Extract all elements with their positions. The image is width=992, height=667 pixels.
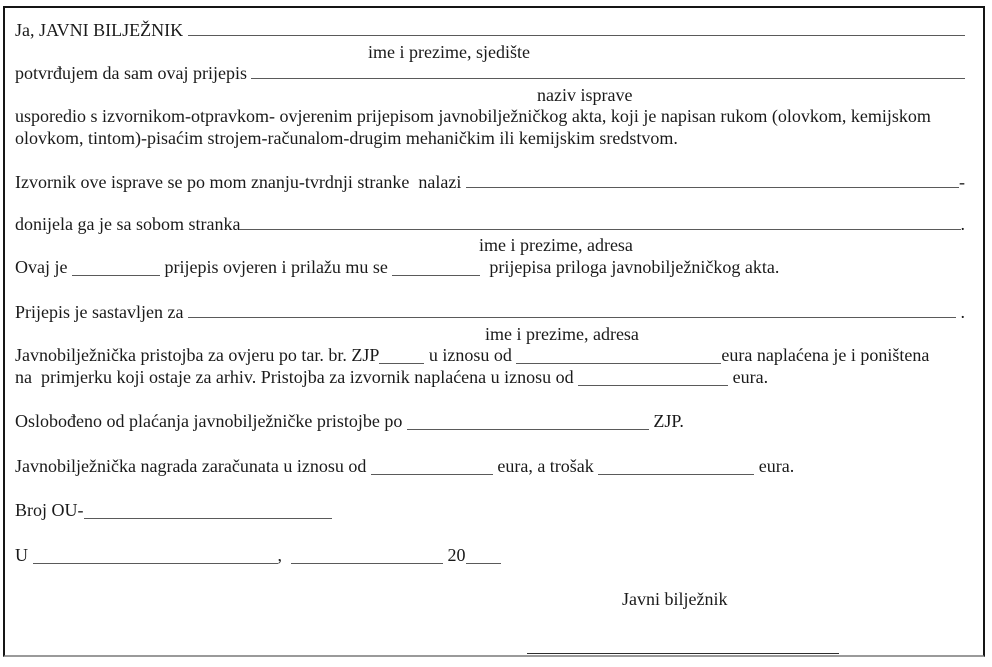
party-brought-text: donijela ga je sa sobom stranka [15,213,241,234]
field-party-name [240,228,960,230]
copy-certified-text-a: Ovaj je [15,256,72,277]
field-expense-amount [598,460,754,475]
line-certify-copy [15,63,965,85]
field-attachment-count [392,261,480,276]
party-brought-suffix: . [960,213,965,234]
notary-signature-label: Javni bilježnik [622,589,728,609]
line-copy-certified [15,257,965,279]
field-exemption-basis [407,415,649,430]
fee-text-b: u iznosu od [424,345,517,365]
line-party-brought [15,214,965,236]
copy-made-for-suffix: . [956,302,965,322]
field-copy-made-for [188,316,956,318]
fee-exemption-text: Oslobođeno od plaćanja javnobilježničke pristojbe po [15,411,407,431]
fee-text-c: eura naplaćena je i poništena [721,345,930,365]
caption-name-surname-address-2: ime i prezime, adresa [485,323,639,344]
line-fee-1 [15,345,965,367]
caption-document-name: naziv isprave [537,84,633,105]
field-year-suffix [466,549,501,564]
field-date [291,549,443,564]
field-tariff-number [379,349,424,364]
line-copy-made-for [15,302,965,324]
line-signature-label [622,589,965,611]
notary-reward-text-c: eura. [754,455,795,476]
line-caption-document-name [537,85,965,107]
copy-certified-text-c: prijepisa priloga javnobilježničkog akta. [480,256,780,277]
line-fee-exemption [15,411,965,433]
compared-text-1: usporedio s izvornikom-otpravkom- ovjerenim prijepisom javnobilježničkog akta, koji je napisan rukom (olovkom, kemijskom [15,106,931,126]
line-caption-name-seat [368,42,965,64]
line-notary-intro [15,20,965,42]
signature-line [527,639,839,654]
field-original-location [466,186,959,188]
fee-exemption-suffix: ZJP. [648,411,684,431]
line-compared-1 [15,106,965,128]
field-original-fee-amount [578,371,728,386]
notary-certification-form [3,6,985,657]
line-notary-reward [15,456,965,478]
place-date-text-b: , [277,544,291,565]
line-fee-2 [15,367,965,389]
notary-intro-text: Ja, JAVNI BILJEŽNIK [15,20,188,40]
fee-archive-text: na primjerku koji ostaje za arhiv. Pristojba za izvornik naplaćena u iznosu od [15,366,579,387]
field-notary-name-seat [188,34,965,36]
copy-made-for-text: Prijepis je sastavljen za [15,302,188,322]
line-compared-2 [15,128,965,150]
field-reward-amount [371,460,493,475]
field-fee-amount [516,349,721,364]
certify-copy-text: potvrđujem da sam ovaj prijepis [15,63,252,83]
ou-number-text: Broj OU- [15,500,84,520]
notary-reward-text-b: eura, a trošak [492,455,599,476]
fee-archive-suffix: eura. [728,366,769,387]
field-document-title [251,77,965,79]
caption-name-surname-address: ime i prezime, adresa [479,235,633,255]
line-place-date [15,545,965,567]
caption-name-surname-seat: ime i prezime, sjedište [368,41,530,62]
place-date-text-c: 20 [443,544,466,565]
place-date-text-a: U [15,544,33,565]
line-caption-name-address-1 [479,235,965,257]
fee-text-a: Javnobilježnička pristojba za ovjeru po tar. br. ZJP [15,345,380,365]
copy-certified-text-b: prijepis ovjeren i prilažu mu se [159,256,393,277]
compared-text-2: olovkom, tintom)-pisaćim strojem-računalom-drugim mehaničkim ili kemijskim sredstvom. [15,127,678,148]
line-original-location [15,172,965,194]
field-place [33,549,278,564]
line-ou-number [15,500,965,522]
notary-reward-text-a: Javnobilježnička nagrada zaračunata u iznosu od [15,455,371,476]
original-location-text: Izvornik ove isprave se po mom znanju-tvrdnji stranke nalazi [15,172,466,192]
original-location-suffix: - [959,172,965,192]
field-ou-number [84,504,332,519]
field-copy-ordinal [72,261,160,276]
line-caption-name-address-2 [485,324,965,346]
line-signature [15,635,965,657]
